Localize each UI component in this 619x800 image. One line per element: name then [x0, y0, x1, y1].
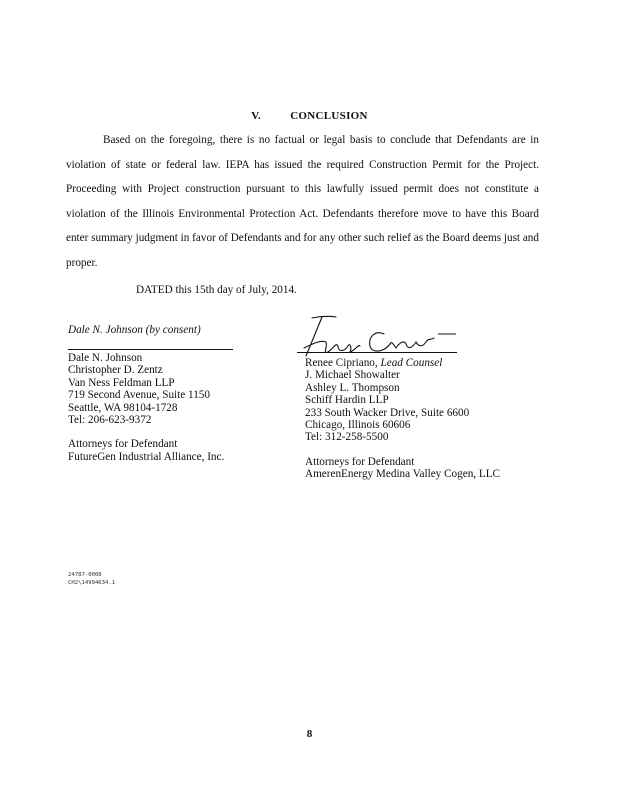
left-phone-line: Tel: 206-623-9372	[68, 414, 152, 427]
right-phone-line: Tel: 312-258-5500	[305, 431, 389, 444]
right-signature-block	[305, 357, 500, 481]
left-attorneys-for: Attorneys for Defendant	[68, 438, 178, 451]
section-title: CONCLUSION	[290, 110, 368, 122]
left-attorney-line: Dale N. Johnson	[68, 352, 143, 364]
left-client-name: FutureGen Industrial Alliance, Inc.	[68, 450, 225, 463]
right-attorney-line: Ashley L. Thompson	[305, 381, 400, 394]
left-city-line: Seattle, WA 98104-1728	[68, 401, 178, 414]
document-id-line: 24787-0008	[68, 572, 102, 578]
right-client-name: AmerenEnergy Medina Valley Cogen, LLC	[305, 468, 501, 481]
right-attorney-line: J. Michael Showalter	[305, 369, 400, 382]
conclusion-paragraph: Based on the foregoing, there is no factual or legal basis to conclude that Defendants are in violation of state or federal law. IEPA has issued the required Construction Permit for the Project. Proceeding with Project construction pursuant to this lawfully issued permit does not constitute a violation of the Illinois Environmental Protection Act. Defendants therefore move to have this Board enter summary judgment in favor of Defendants and for any other such relief as the Board deems just and proper.	[66, 134, 539, 269]
right-city-line: Chicago, Illinois 60606	[305, 419, 411, 432]
right-lead-counsel-line	[305, 357, 500, 369]
right-address-line: 233 South Wacker Drive, Suite 6600	[305, 406, 470, 419]
right-attorneys-for: Attorneys for Defendant	[305, 455, 415, 468]
left-signature-block	[68, 352, 224, 463]
document-id-line: CH2\14994634.1	[68, 580, 116, 586]
page-number: 8	[306, 728, 313, 740]
left-signature-rule	[68, 349, 233, 350]
right-signature-rule	[297, 352, 457, 353]
dated-line: DATED this 15th day of July, 2014.	[136, 284, 297, 296]
right-lead-name: Renee Cipriano,	[305, 357, 381, 369]
consent-signature-line: Dale N. Johnson (by consent)	[68, 324, 201, 336]
right-lead-role: Lead Counsel	[380, 357, 443, 369]
left-attorney-line: Christopher D. Zentz	[68, 364, 163, 377]
section-number: V.	[251, 110, 262, 122]
section-heading	[0, 110, 619, 122]
document-id	[68, 571, 115, 587]
left-address-line: 719 Second Avenue, Suite 1150	[68, 389, 210, 402]
left-firm-line: Van Ness Feldman LLP	[68, 376, 175, 389]
right-firm-line: Schiff Hardin LLP	[305, 394, 389, 407]
